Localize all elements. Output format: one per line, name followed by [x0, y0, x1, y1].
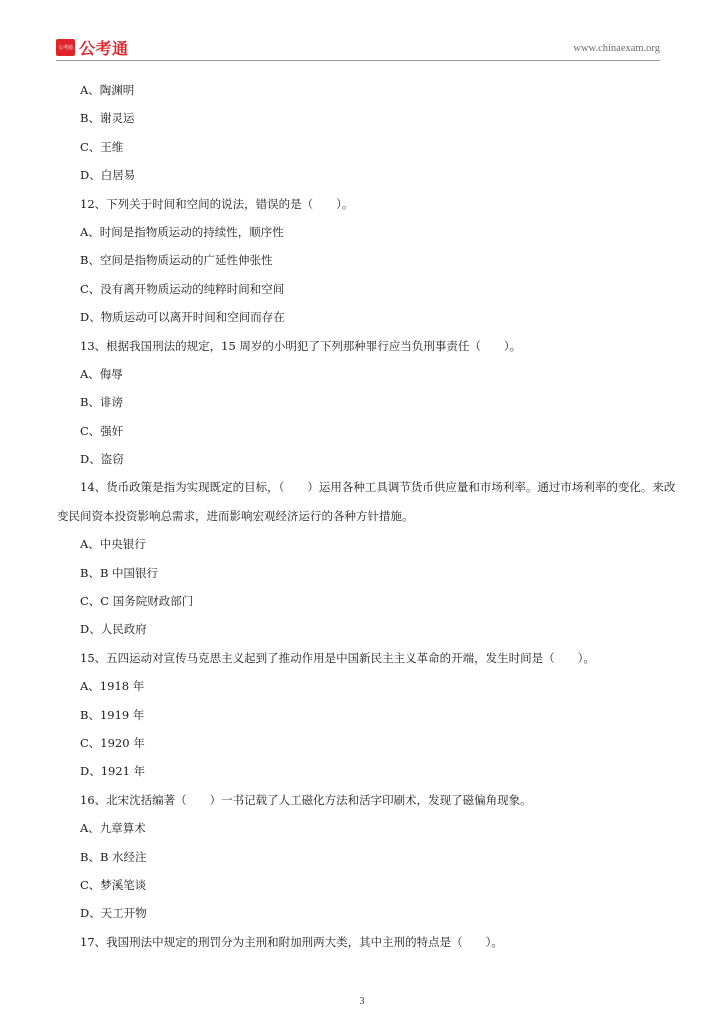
answer-option: C、强奸 [80, 423, 124, 438]
answer-option: D、1921 年 [80, 764, 146, 779]
answer-option: C、1920 年 [80, 736, 145, 751]
question-text: 13、根据我国刑法的规定，15 周岁的小明犯了下列那种罪行应当负刑事责任（ ）。 [80, 338, 522, 353]
answer-option: C、王维 [80, 139, 124, 154]
answer-option: C、没有离开物质运动的纯粹时间和空间 [80, 281, 285, 296]
answer-option: D、白居易 [80, 168, 136, 183]
answer-option: A、时间是指物质运动的持续性，顺序性 [80, 224, 284, 239]
document-body [57, 76, 676, 956]
answer-option: D、天工开物 [80, 906, 147, 921]
answer-option: C、梦溪笔谈 [80, 877, 147, 892]
question-text: 12、下列关于时间和空间的说法，错误的是（ ）。 [80, 196, 354, 211]
logo-badge-icon: 公考通 [56, 39, 75, 56]
question-text: 16、北宋沈括编著（ ）一书记载了人工磁化方法和活字印刷术，发现了磁偏角现象。 [80, 792, 532, 807]
answer-option: B、B 水经注 [80, 849, 147, 864]
answer-option: A、侮辱 [80, 366, 123, 381]
site-logo[interactable] [56, 36, 129, 59]
question-text: 15、五四运动对宣传马克思主义起到了推动作用是中国新民主主义革命的开端，发生时间是（ ）。 [80, 650, 595, 665]
answer-option: A、1918 年 [80, 679, 145, 694]
answer-option: A、中央银行 [80, 537, 146, 552]
logo-text: 公考通 [79, 39, 129, 58]
answer-option: D、物质运动可以离开时间和空间而存在 [80, 310, 285, 325]
answer-option: A、陶渊明 [80, 83, 135, 97]
answer-option: D、盗窃 [80, 452, 124, 467]
question-text: 17、我国刑法中规定的刑罚分为主刑和附加刑两大类，其中主刑的特点是（ ）。 [80, 934, 503, 949]
answer-option: A、九章算术 [80, 821, 146, 836]
answer-option: C、C 国务院财政部门 [80, 594, 194, 609]
question-text: 14、货币政策是指为实现既定的目标，（ ）运用各种工具调节货币供应量和市场利率。通过市场利率的变化。来改变民间资本投资影响总需求，进而影响宏观经济运行的各种方针措施。 [57, 480, 676, 523]
answer-option: D、人民政府 [80, 622, 147, 637]
answer-option: B、空间是指物质运动的广延性伸张性 [80, 253, 273, 268]
page-number: 3 [359, 996, 365, 1007]
answer-option: B、谢灵运 [80, 111, 135, 126]
answer-option: B、诽谤 [80, 395, 123, 410]
page-header [56, 34, 660, 61]
site-url[interactable]: www.chinaexam.org [573, 43, 660, 54]
answer-option: B、B 中国银行 [80, 565, 159, 580]
answer-option: B、1919 年 [80, 707, 145, 722]
